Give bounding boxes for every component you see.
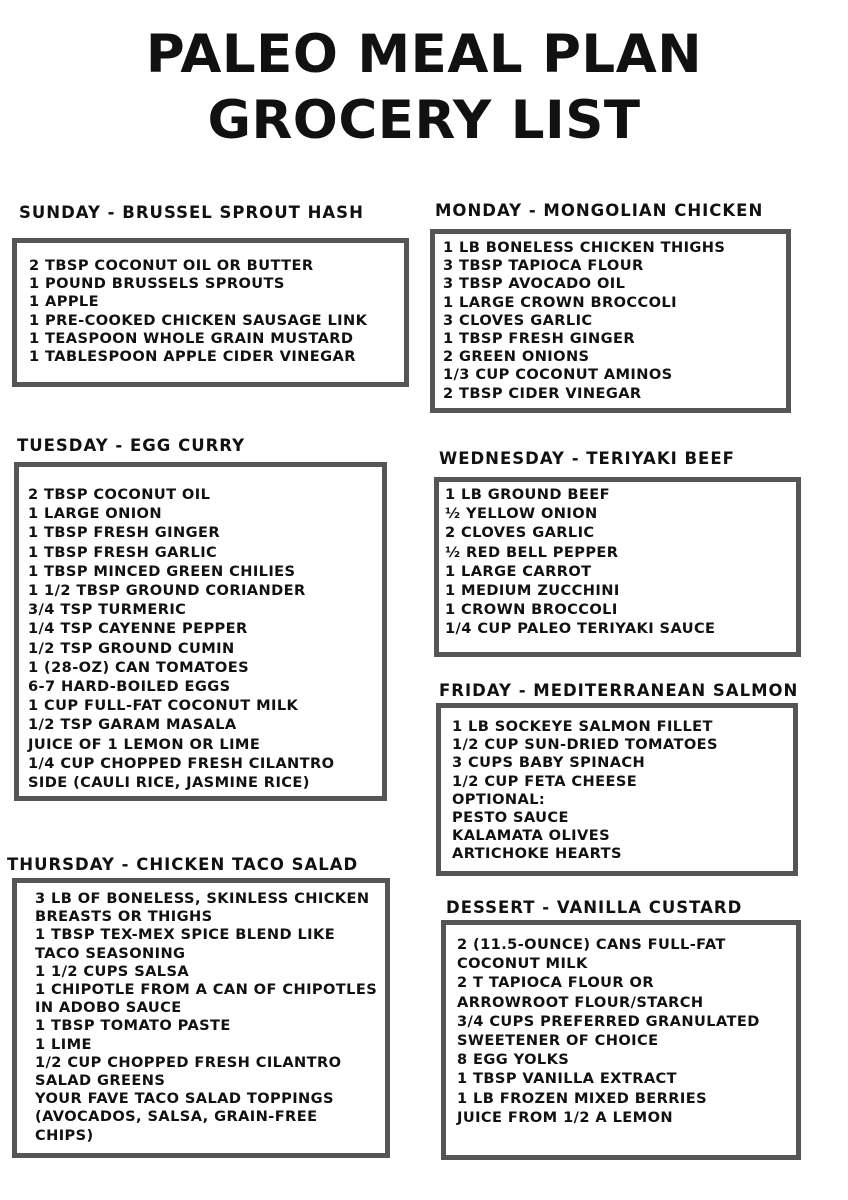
list-item: 3 LB OF BONELESS, SKINLESS CHICKEN <box>35 890 370 907</box>
list-item: PESTO SAUCE <box>452 809 569 827</box>
list-item: 1 1/2 CUPS SALSA <box>35 962 190 980</box>
list-item: IN ADOBO SAUCE <box>35 999 182 1017</box>
list-item: JUICE FROM 1/2 A LEMON <box>457 1108 673 1126</box>
list-item: 1 LARGE CROWN BROCCOLI <box>443 293 677 311</box>
list-item: 2 TBSP COCONUT OIL OR BUTTER <box>29 257 314 274</box>
list-item: 1 LB GROUND BEEF <box>445 486 611 503</box>
list-item: 1/2 CUP SUN-DRIED TOMATOES <box>452 736 718 754</box>
list-item: (AVOCADOS, SALSA, GRAIN-FREE <box>35 1108 318 1126</box>
list-item: 1 MEDIUM ZUCCHINI <box>445 582 620 600</box>
list-item: CHIPS) <box>35 1126 94 1144</box>
list-item: 1 TABLESPOON APPLE CIDER VINEGAR <box>29 348 356 366</box>
list-item: SWEETENER OF CHOICE <box>457 1032 659 1050</box>
dessert-heading: DESSERT - VANILLA CUSTARD <box>446 898 743 917</box>
list-item: 1 TBSP MINCED GREEN CHILIES <box>28 562 296 580</box>
list-item: 1 LB SOCKEYE SALMON FILLET <box>452 718 713 735</box>
list-item: 1 LIME <box>35 1035 92 1053</box>
list-item: 1 CHIPOTLE FROM A CAN OF CHIPOTLES <box>35 981 378 999</box>
thursday-heading: THURSDAY - CHICKEN TACO SALAD <box>7 855 359 874</box>
list-item: 1 POUND BRUSSELS SPROUTS <box>29 275 285 293</box>
list-item: KALAMATA OLIVES <box>452 827 610 845</box>
friday-item-list <box>452 718 718 864</box>
list-item: 1 1/2 TBSP GROUND CORIANDER <box>28 582 306 600</box>
list-item: 1 LARGE ONION <box>28 505 162 523</box>
list-item: 1 TBSP VANILLA EXTRACT <box>457 1070 677 1088</box>
list-item: 1 TEASPOON WHOLE GRAIN MUSTARD <box>29 329 354 347</box>
tuesday-heading: TUESDAY - EGG CURRY <box>17 436 246 455</box>
list-item: SIDE (CAULI RICE, JASMINE RICE) <box>28 774 310 792</box>
thursday-item-list <box>35 890 377 1145</box>
list-item: 2 GREEN ONIONS <box>443 348 590 366</box>
page-title-line-1: PALEO MEAL PLAN <box>145 24 703 85</box>
list-item: 6-7 HARD-BOILED EGGS <box>28 678 231 696</box>
wednesday-heading: WEDNESDAY - TERIYAKI BEEF <box>439 449 735 468</box>
list-item: 1 APPLE <box>29 293 99 311</box>
list-item: 1/4 TSP CAYENNE PEPPER <box>28 620 248 638</box>
list-item: 8 EGG YOLKS <box>457 1051 570 1069</box>
list-item: 1 LB FROZEN MIXED BERRIES <box>457 1089 708 1107</box>
list-item: 3/4 TSP TURMERIC <box>28 601 187 619</box>
list-item: 1/2 CUP FETA CHEESE <box>452 772 638 790</box>
list-item: SALAD GREENS <box>35 1072 166 1090</box>
list-item: ½ YELLOW ONION <box>445 505 598 523</box>
friday-heading: FRIDAY - MEDITERRANEAN SALMON <box>439 681 799 700</box>
monday-heading: MONDAY - MONGOLIAN CHICKEN <box>435 201 764 220</box>
list-item: YOUR FAVE TACO SALAD TOPPINGS <box>35 1090 334 1108</box>
list-item: 1 TBSP FRESH GARLIC <box>28 543 218 561</box>
list-item: 1/2 CUP CHOPPED FRESH CILANTRO <box>35 1053 342 1071</box>
list-item: 2 TBSP CIDER VINEGAR <box>443 384 642 402</box>
list-item: COCONUT MILK <box>457 955 588 973</box>
list-item: 1 TBSP FRESH GINGER <box>443 330 635 348</box>
list-item: 3/4 CUPS PREFERRED GRANULATED <box>457 1012 760 1030</box>
tuesday-item-list <box>28 485 334 792</box>
page-title-line-2: GROCERY LIST <box>207 90 641 151</box>
list-item: 1 TBSP TOMATO PASTE <box>35 1017 231 1035</box>
list-item: 1/2 TSP GROUND CUMIN <box>28 639 235 657</box>
list-item: JUICE OF 1 LEMON OR LIME <box>28 735 261 753</box>
list-item: ½ RED BELL PEPPER <box>445 543 619 561</box>
list-item: 1 LB BONELESS CHICKEN THIGHS <box>443 239 726 256</box>
monday-item-list <box>443 239 725 403</box>
list-item: 3 TBSP TAPIOCA FLOUR <box>443 257 644 275</box>
list-item: ARROWROOT FLOUR/STARCH <box>457 993 704 1011</box>
list-item: ARTICHOKE HEARTS <box>452 845 622 863</box>
sunday-heading: SUNDAY - BRUSSEL SPROUT HASH <box>19 203 364 222</box>
sunday-item-list <box>29 257 367 366</box>
list-item: 1 TBSP TEX-MEX SPICE BLEND LIKE <box>35 926 336 944</box>
dessert-item-list <box>457 935 760 1127</box>
list-item: BREASTS OR THIGHS <box>35 908 213 926</box>
list-item: 1 (28-OZ) CAN TOMATOES <box>28 658 249 676</box>
list-item: 1 PRE-COOKED CHICKEN SAUSAGE LINK <box>29 311 368 329</box>
list-item: 2 CLOVES GARLIC <box>445 524 595 542</box>
list-item: 2 (11.5-OUNCE) CANS FULL-FAT <box>457 936 726 953</box>
list-item: 3 CLOVES GARLIC <box>443 311 593 329</box>
list-item: 1 TBSP FRESH GINGER <box>28 524 220 542</box>
list-item: 1 CROWN BROCCOLI <box>445 601 618 619</box>
list-item: 2 T TAPIOCA FLOUR OR <box>457 974 654 992</box>
list-item: 1/4 CUP CHOPPED FRESH CILANTRO <box>28 754 335 772</box>
list-item: 1 CUP FULL-FAT COCONUT MILK <box>28 697 299 715</box>
list-item: OPTIONAL: <box>452 790 546 808</box>
list-item: 3 TBSP AVOCADO OIL <box>443 275 626 293</box>
list-item: 1/4 CUP PALEO TERIYAKI SAUCE <box>445 620 716 638</box>
list-item: 1 LARGE CARROT <box>445 562 592 580</box>
list-item: 1/3 CUP COCONUT AMINOS <box>443 366 673 384</box>
wednesday-item-list <box>445 485 715 639</box>
list-item: 1/2 TSP GARAM MASALA <box>28 716 237 734</box>
list-item: 2 TBSP COCONUT OIL <box>28 486 211 503</box>
list-item: TACO SEASONING <box>35 944 186 962</box>
list-item: 3 CUPS BABY SPINACH <box>452 754 646 772</box>
